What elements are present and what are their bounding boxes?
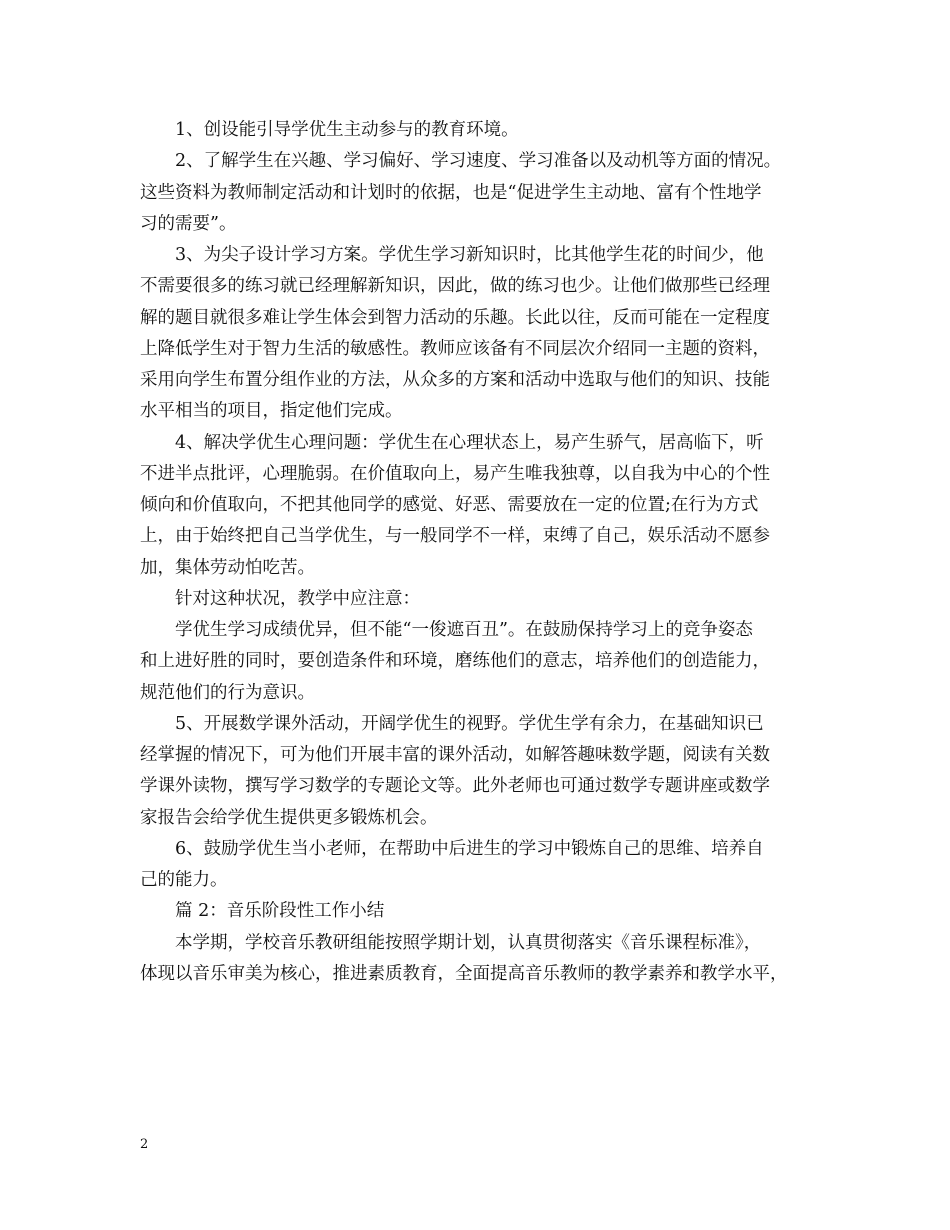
text-line: 针对这种状况，教学中应注意： — [175, 588, 420, 609]
text-line: 篇 2：音乐阶段性工作小结 — [175, 901, 385, 922]
text-line: 学优生学习成绩优异，但不能“一俊遮百丑”。在鼓励保持学习上的竞争姿态 — [175, 620, 753, 640]
text-line: 4、解决学优生心理问题：学优生在心理状态上，易产生骄气，居高临下，听 — [175, 432, 764, 453]
text-line: 采用向学生布置分组作业的方法，从众多的方案和活动中选取与他们的知识、技能 — [140, 370, 770, 390]
text-line: 加，集体劳动怕吃苦。 — [140, 557, 315, 578]
text-line: 不需要很多的练习就已经理解新知识，因此，做的练习也少。让他们做那些已经理 — [140, 276, 770, 297]
text-line: 上，由于始终把自己当学优生，与一般同学不一样，束缚了自己，娱乐活动不愿参 — [140, 526, 770, 547]
text-line: 经掌握的情况下，可为他们开展丰富的课外活动，如解答趣味数学题，阅读有关数 — [140, 745, 770, 765]
text-line: 解的题目就很多难让学生体会到智力活动的乐趣。长此以往，反而可能在一定程度 — [140, 307, 770, 328]
text-line: 本学期，学校音乐教研组能按照学期计划，认真贯彻落实《音乐课程标准》， — [175, 932, 762, 953]
text-line: 学课外读物，撰写学习数学的专题论文等。此外老师也可通过数学专题讲座或数学 — [140, 776, 770, 797]
text-line: 己的能力。 — [140, 870, 228, 890]
text-line: 家报告会给学优生提供更多锻炼机会。 — [140, 807, 438, 828]
text-line: 不进半点批评，心理脆弱。在价值取向上，易产生唯我独尊，以自我为中心的个性 — [140, 463, 770, 484]
text-line: 和上进好胜的同时，要创造条件和环境，磨练他们的意志，培养他们的创造能力， — [140, 651, 770, 672]
text-line: 2、了解学生在兴趣、学习偏好、学习速度、学习准备以及动机等方面的情况。 — [175, 151, 782, 172]
text-line: 体现以音乐审美为核心，推进素质教育，全面提高音乐教师的教学素养和教学水平， — [140, 963, 788, 984]
text-line: 倾向和价值取向，不把其他同学的感觉、好恶、需要放在一定的位置;在行为方式 — [140, 495, 759, 515]
text-line: 6、鼓励学优生当小老师，在帮助中后进生的学习中锻炼自己的思维、培养自 — [175, 838, 764, 859]
text-line: 水平相当的项目，指定他们完成。 — [140, 401, 403, 422]
text-line: 这些资料为教师制定活动和计划时的依据，也是“促进学生主动地、富有个性地学 — [140, 182, 762, 203]
text-line: 3、为尖子设计学习方案。学优生学习新知识时，比其他学生花的时间少，他 — [175, 245, 764, 265]
text-line: 1、创设能引导学优生主动参与的教育环境。 — [175, 120, 519, 140]
text-line: 规范他们的行为意识。 — [140, 682, 315, 703]
text-line: 5、开展数学课外活动，开阔学优生的视野。学优生学有余力，在基础知识已 — [175, 713, 764, 734]
text-line: 习的需要”。 — [140, 213, 237, 234]
text-line: 上降低学生对于智力生活的敏感性。教师应该备有不同层次介绍同一主题的资料， — [140, 338, 770, 359]
page-number: 2 — [140, 1137, 149, 1152]
